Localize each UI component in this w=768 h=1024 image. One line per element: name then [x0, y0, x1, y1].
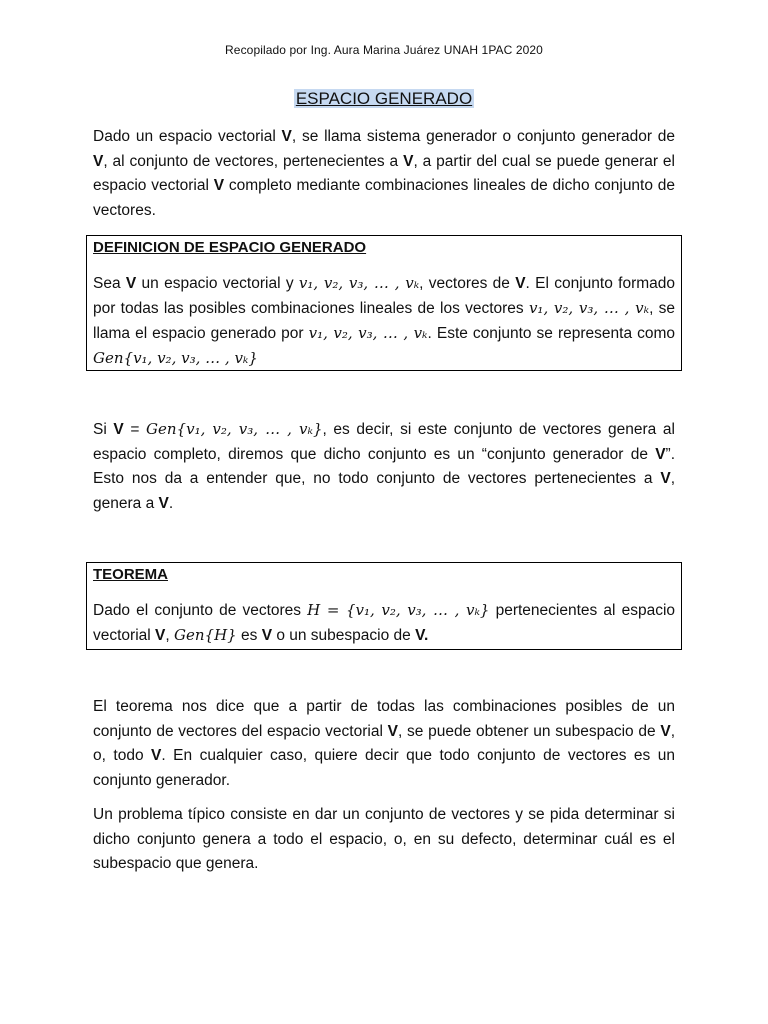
text: o un subespacio de	[272, 627, 416, 644]
theorem-text	[93, 598, 675, 648]
page-title: ESPACIO GENERADO	[295, 89, 473, 108]
text: , genera a	[93, 470, 675, 512]
math-gen-set: Gen{v₁, v₂, v₃, … , vₖ}	[146, 420, 323, 438]
definition-heading: DEFINICION DE ESPACIO GENERADO	[93, 239, 367, 256]
bold-text: V	[281, 128, 292, 145]
bold-text: V	[213, 177, 225, 194]
definition-box	[86, 235, 682, 371]
bold-text: V	[387, 722, 398, 740]
bold-text: V	[158, 494, 169, 512]
text: Si	[93, 421, 114, 438]
bold-text: V	[660, 722, 671, 740]
text: , vectores de	[419, 275, 516, 292]
explanation-paragraph	[93, 695, 675, 793]
theorem-box	[86, 562, 682, 650]
bold-text: V	[113, 421, 124, 438]
text: , se puede obtener un subespacio de	[397, 722, 661, 740]
text: , o, todo	[93, 722, 676, 764]
text: es	[236, 627, 262, 644]
problem-paragraph: Un problema típico consiste en dar un conjunto de vectores y se pida determinar si dicho conjunto genera a todo el espacio, o, en su defecto, determinar cuál es el subespacio que genera.	[93, 806, 675, 872]
text: , es decir, si este conjunto de vectores genera al espacio completo, diremos que dicho conjunto es un “conjunto generador de	[93, 421, 675, 463]
math-set-h: H = {v₁, v₂, v₃, … , vₖ}	[307, 601, 490, 619]
text: completo mediante combinaciones lineales de dicho conjunto de vectores.	[93, 177, 675, 219]
si-paragraph	[93, 417, 675, 516]
text: Dado el conjunto de vectores	[93, 602, 308, 619]
bold-text: V	[660, 470, 671, 487]
text: , a partir del cual se puede generar el espacio vectorial	[93, 152, 676, 194]
page-header: Recopilado por Ing. Aura Marina Juárez UNAH 1PAC 2020	[225, 43, 543, 57]
math-gen-set: Gen{v₁, v₂, v₃, … , vₖ}	[93, 349, 258, 367]
bold-text: V	[515, 275, 526, 292]
text: =	[123, 421, 147, 438]
text: Sea	[93, 275, 126, 292]
text: . Este conjunto se representa como	[427, 325, 675, 342]
definition-text	[93, 271, 675, 371]
text: pertenecientes al espacio vectorial	[93, 602, 676, 644]
bold-text: V	[155, 627, 166, 644]
bold-text: V	[655, 445, 666, 463]
text: ,	[165, 627, 174, 644]
text: . En cualquier caso, quiere decir que todo conjunto de vectores es un conjunto generador.	[93, 747, 675, 789]
theorem-heading: TEOREMA	[93, 566, 168, 583]
math-gen-h: Gen{H}	[174, 626, 237, 644]
intro-paragraph	[93, 125, 675, 223]
bold-text: V.	[415, 627, 429, 644]
text: , se llama el espacio generado por	[93, 300, 676, 342]
math-vector-set: v₁, v₂, v₃, … , vₖ	[308, 324, 428, 342]
text: un espacio vectorial y	[136, 275, 299, 292]
text: , se llama sistema generador o conjunto generador de	[291, 128, 675, 145]
page-title-wrap	[0, 89, 768, 109]
bold-text: V	[261, 627, 273, 644]
bold-text: V	[151, 747, 162, 764]
text: , al conjunto de vectores, pertenecientes a	[103, 152, 404, 170]
text: El teorema nos dice que a partir de todas las combinaciones posibles de un conjunto de vectores del espacio vectorial	[93, 698, 675, 740]
text: . El conjunto formado por todas las posibles combinaciones lineales de los vectores	[93, 275, 675, 317]
bold-text: V	[93, 152, 104, 170]
bold-text: V	[403, 152, 414, 170]
text: Dado un espacio vectorial	[93, 128, 282, 145]
math-vector-set: v₁, v₂, v₃, … , vₖ	[298, 274, 420, 292]
bold-text: V	[125, 275, 137, 292]
text: .	[168, 494, 174, 512]
math-vector-set: v₁, v₂, v₃, … , vₖ	[528, 299, 650, 317]
text: ”. Esto nos da a entender que, no todo conjunto de vectores pertenecientes a	[93, 445, 675, 487]
